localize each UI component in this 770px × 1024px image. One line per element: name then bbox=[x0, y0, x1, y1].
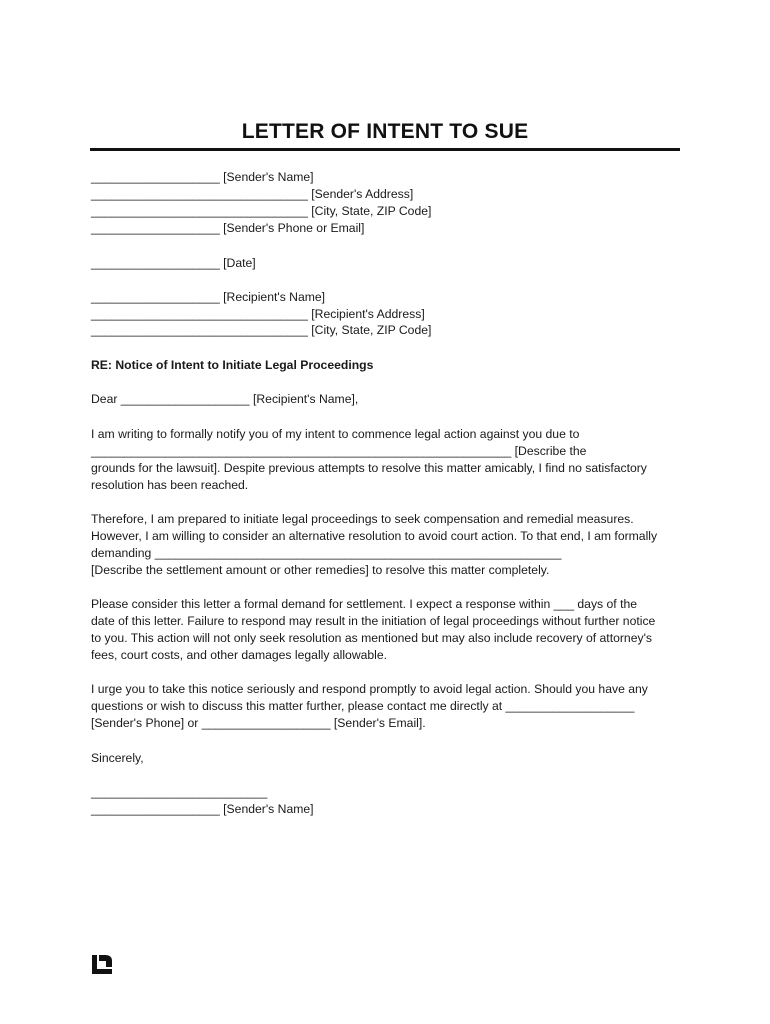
paragraph3-line: date of this letter. Failure to respond may result in the initiation of legal proceedings without further notice bbox=[91, 614, 656, 628]
signature-name: ___________________ [Sender's Name] bbox=[91, 802, 314, 816]
paragraph1-line: I am writing to formally notify you of my intent to commence legal action against you due to bbox=[91, 427, 580, 441]
recipient-name-line: ___________________ [Recipient's Name] bbox=[91, 290, 326, 304]
paragraph3-line: to you. This action will not only seek resolution as mentioned but may also include recovery of attorney's bbox=[91, 631, 652, 645]
recipient-address-line: ________________________________ [Recipient's Address] bbox=[91, 307, 425, 321]
paragraph2-line: [Describe the settlement amount or other remedies] to resolve this matter completely. bbox=[91, 563, 550, 577]
paragraph1-line: resolution has been reached. bbox=[91, 478, 249, 492]
paragraph4-line: I urge you to take this notice seriously and respond promptly to avoid legal action. Should you have any bbox=[91, 682, 648, 696]
sender-city-line: ________________________________ [City, State, ZIP Code] bbox=[91, 204, 432, 218]
paragraph1-line: grounds for the lawsuit]. Despite previous attempts to resolve this matter amicably, I find no satisfactory bbox=[91, 461, 647, 475]
paragraph4-line: [Sender's Phone] or ___________________ [Sender's Email]. bbox=[91, 716, 426, 730]
title-divider bbox=[90, 148, 680, 151]
paragraph2-line: However, I am willing to consider an alternative resolution to avoid court action. To that end, I am formally bbox=[91, 529, 658, 543]
salutation: Dear ___________________ [Recipient's Name], bbox=[91, 392, 359, 406]
re-subject-line: RE: Notice of Intent to Initiate Legal Proceedings bbox=[91, 358, 374, 372]
paragraph2-line: demanding ____________________________________________________________ bbox=[91, 546, 562, 560]
brand-logo-icon bbox=[92, 955, 112, 974]
paragraph3-line: Please consider this letter a formal demand for settlement. I expect a response within ___ days of the bbox=[91, 597, 638, 611]
sender-name-line: ___________________ [Sender's Name] bbox=[91, 170, 314, 184]
paragraph1-line: ______________________________________________________________ [Describe the bbox=[91, 444, 587, 458]
recipient-city-line: ________________________________ [City, State, ZIP Code] bbox=[91, 323, 432, 337]
sender-contact-line: ___________________ [Sender's Phone or Email] bbox=[91, 221, 365, 235]
paragraph4-line: questions or wish to discuss this matter further, please contact me directly at ___________________ bbox=[91, 699, 635, 713]
paragraph3-line: fees, court costs, and other damages legally allowable. bbox=[91, 648, 388, 662]
document-title: LETTER OF INTENT TO SUE bbox=[241, 120, 529, 143]
signature-line: __________________________ bbox=[91, 785, 268, 799]
paragraph2-line: Therefore, I am prepared to initiate legal proceedings to seek compensation and remedial measures. bbox=[91, 512, 634, 526]
sender-address-line: ________________________________ [Sender's Address] bbox=[91, 187, 414, 201]
date-line: ___________________ [Date] bbox=[91, 256, 256, 270]
closing: Sincerely, bbox=[91, 751, 144, 765]
